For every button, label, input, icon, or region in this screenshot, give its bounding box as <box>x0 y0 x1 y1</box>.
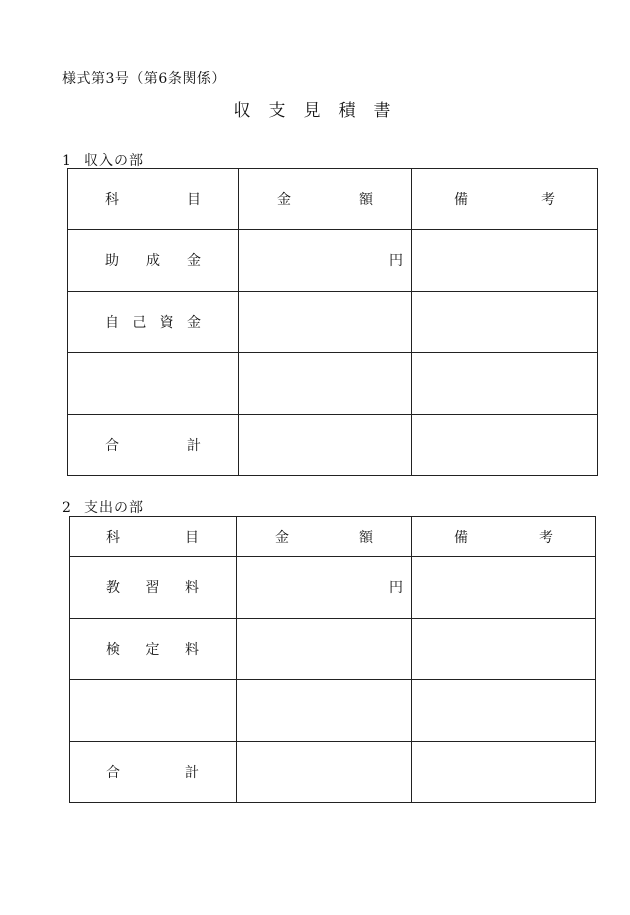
income-header-amount-cell <box>239 169 412 230</box>
income-item-label <box>68 312 238 332</box>
table-row <box>68 291 598 353</box>
income-amount-cell[interactable] <box>239 353 412 415</box>
income-remarks-cell[interactable] <box>412 414 598 476</box>
title-char: 見 <box>303 101 339 121</box>
expense-header-remarks-char: 備 <box>454 529 468 546</box>
income-header-item <box>68 189 238 209</box>
expense-item-label-char: 教 <box>106 580 120 597</box>
income-section-number: 1 <box>62 153 72 169</box>
title-char: 支 <box>268 101 304 121</box>
income-section-heading <box>62 150 144 170</box>
expense-header-row <box>70 517 596 557</box>
expense-header-remarks-cell <box>412 517 596 557</box>
income-header-remarks <box>412 189 597 209</box>
income-remarks-cell[interactable] <box>412 353 598 415</box>
income-header-remarks-char: 考 <box>541 192 555 208</box>
expense-amount-cell[interactable]: 円 <box>237 557 412 619</box>
expense-amount-cell[interactable] <box>237 741 412 803</box>
expense-item-label-char: 習 <box>145 580 160 597</box>
income-header-remarks-char: 備 <box>454 192 468 208</box>
expense-header-item <box>70 527 236 547</box>
expense-remarks-cell[interactable] <box>412 741 596 803</box>
income-header-amount-char: 金 <box>277 192 291 208</box>
income-header-amount <box>239 189 411 209</box>
expense-item-label <box>70 639 236 659</box>
expense-item-label <box>70 577 236 597</box>
expense-item-label-char: 定 <box>145 641 160 658</box>
table-row <box>68 414 598 476</box>
income-item-label-char: 合 <box>105 437 119 454</box>
income-section-label: 収入の部 <box>84 153 144 169</box>
income-remarks-cell[interactable] <box>412 230 598 292</box>
expense-item-label-char: 料 <box>185 641 199 658</box>
expense-item-label <box>70 762 236 782</box>
expense-remarks-cell[interactable] <box>412 557 596 619</box>
income-item-label-char: 資 <box>159 314 174 331</box>
expense-section-number: 2 <box>62 500 72 516</box>
expense-section-label: 支出の部 <box>84 500 144 516</box>
income-amount-cell[interactable]: 円 <box>239 230 412 292</box>
expense-item-label-char: 検 <box>106 641 120 658</box>
title-char: 積 <box>338 101 374 121</box>
expense-table <box>69 516 596 803</box>
income-item-cell <box>68 414 239 476</box>
income-item-label-char: 己 <box>132 314 147 331</box>
table-row <box>70 741 596 803</box>
income-header-item-cell <box>68 169 239 230</box>
expense-header-remarks-char: 考 <box>539 529 553 546</box>
expense-item-cell <box>70 741 237 803</box>
income-item-label <box>68 435 238 455</box>
expense-item-label-char: 合 <box>106 764 120 781</box>
income-header-remarks-cell <box>412 169 598 230</box>
expense-header-item-cell <box>70 517 237 557</box>
income-remarks-cell[interactable] <box>412 291 598 353</box>
income-amount-cell[interactable] <box>239 291 412 353</box>
income-item-cell <box>68 291 239 353</box>
income-header-item-char: 科 <box>105 192 119 208</box>
income-item-label-char: 助 <box>105 253 119 270</box>
expense-item-cell <box>70 618 237 680</box>
table-row <box>70 680 596 742</box>
expense-item-label-char: 料 <box>185 580 199 597</box>
expense-amount-cell[interactable] <box>237 680 412 742</box>
form-number: 様式第3号（第6条関係） <box>62 71 226 87</box>
income-header-item-char: 目 <box>187 192 201 208</box>
document-title <box>0 96 630 121</box>
income-item-label-char: 計 <box>187 437 201 454</box>
expense-header-amount <box>237 527 411 547</box>
expense-remarks-cell[interactable] <box>412 618 596 680</box>
expense-section-heading <box>62 497 144 517</box>
expense-header-item-char: 目 <box>185 529 199 546</box>
table-row <box>70 557 596 619</box>
table-row <box>70 618 596 680</box>
income-item-label-char: 金 <box>187 253 201 270</box>
expense-header-amount-char: 額 <box>359 529 373 546</box>
expense-remarks-cell[interactable] <box>412 680 596 742</box>
expense-amount-cell[interactable] <box>237 618 412 680</box>
table-row <box>68 353 598 415</box>
income-item-label-char: 自 <box>105 314 119 331</box>
income-header-row <box>68 169 598 230</box>
income-item-label-char: 成 <box>146 253 160 270</box>
income-item-cell <box>68 353 239 415</box>
expense-header-remarks <box>412 527 595 547</box>
expense-header-amount-cell <box>237 517 412 557</box>
table-row <box>68 230 598 292</box>
expense-header-amount-char: 金 <box>275 529 289 546</box>
income-table <box>67 168 598 476</box>
income-item-cell <box>68 230 239 292</box>
income-item-label <box>68 250 238 270</box>
income-item-label-char: 金 <box>186 314 201 331</box>
expense-header-item-char: 科 <box>106 529 120 546</box>
expense-item-label-char: 計 <box>185 764 199 781</box>
title-char: 書 <box>373 101 409 121</box>
expense-item-cell <box>70 680 237 742</box>
income-header-amount-char: 額 <box>359 192 373 208</box>
expense-item-cell <box>70 557 237 619</box>
income-amount-cell[interactable] <box>239 414 412 476</box>
title-char: 収 <box>233 101 269 121</box>
